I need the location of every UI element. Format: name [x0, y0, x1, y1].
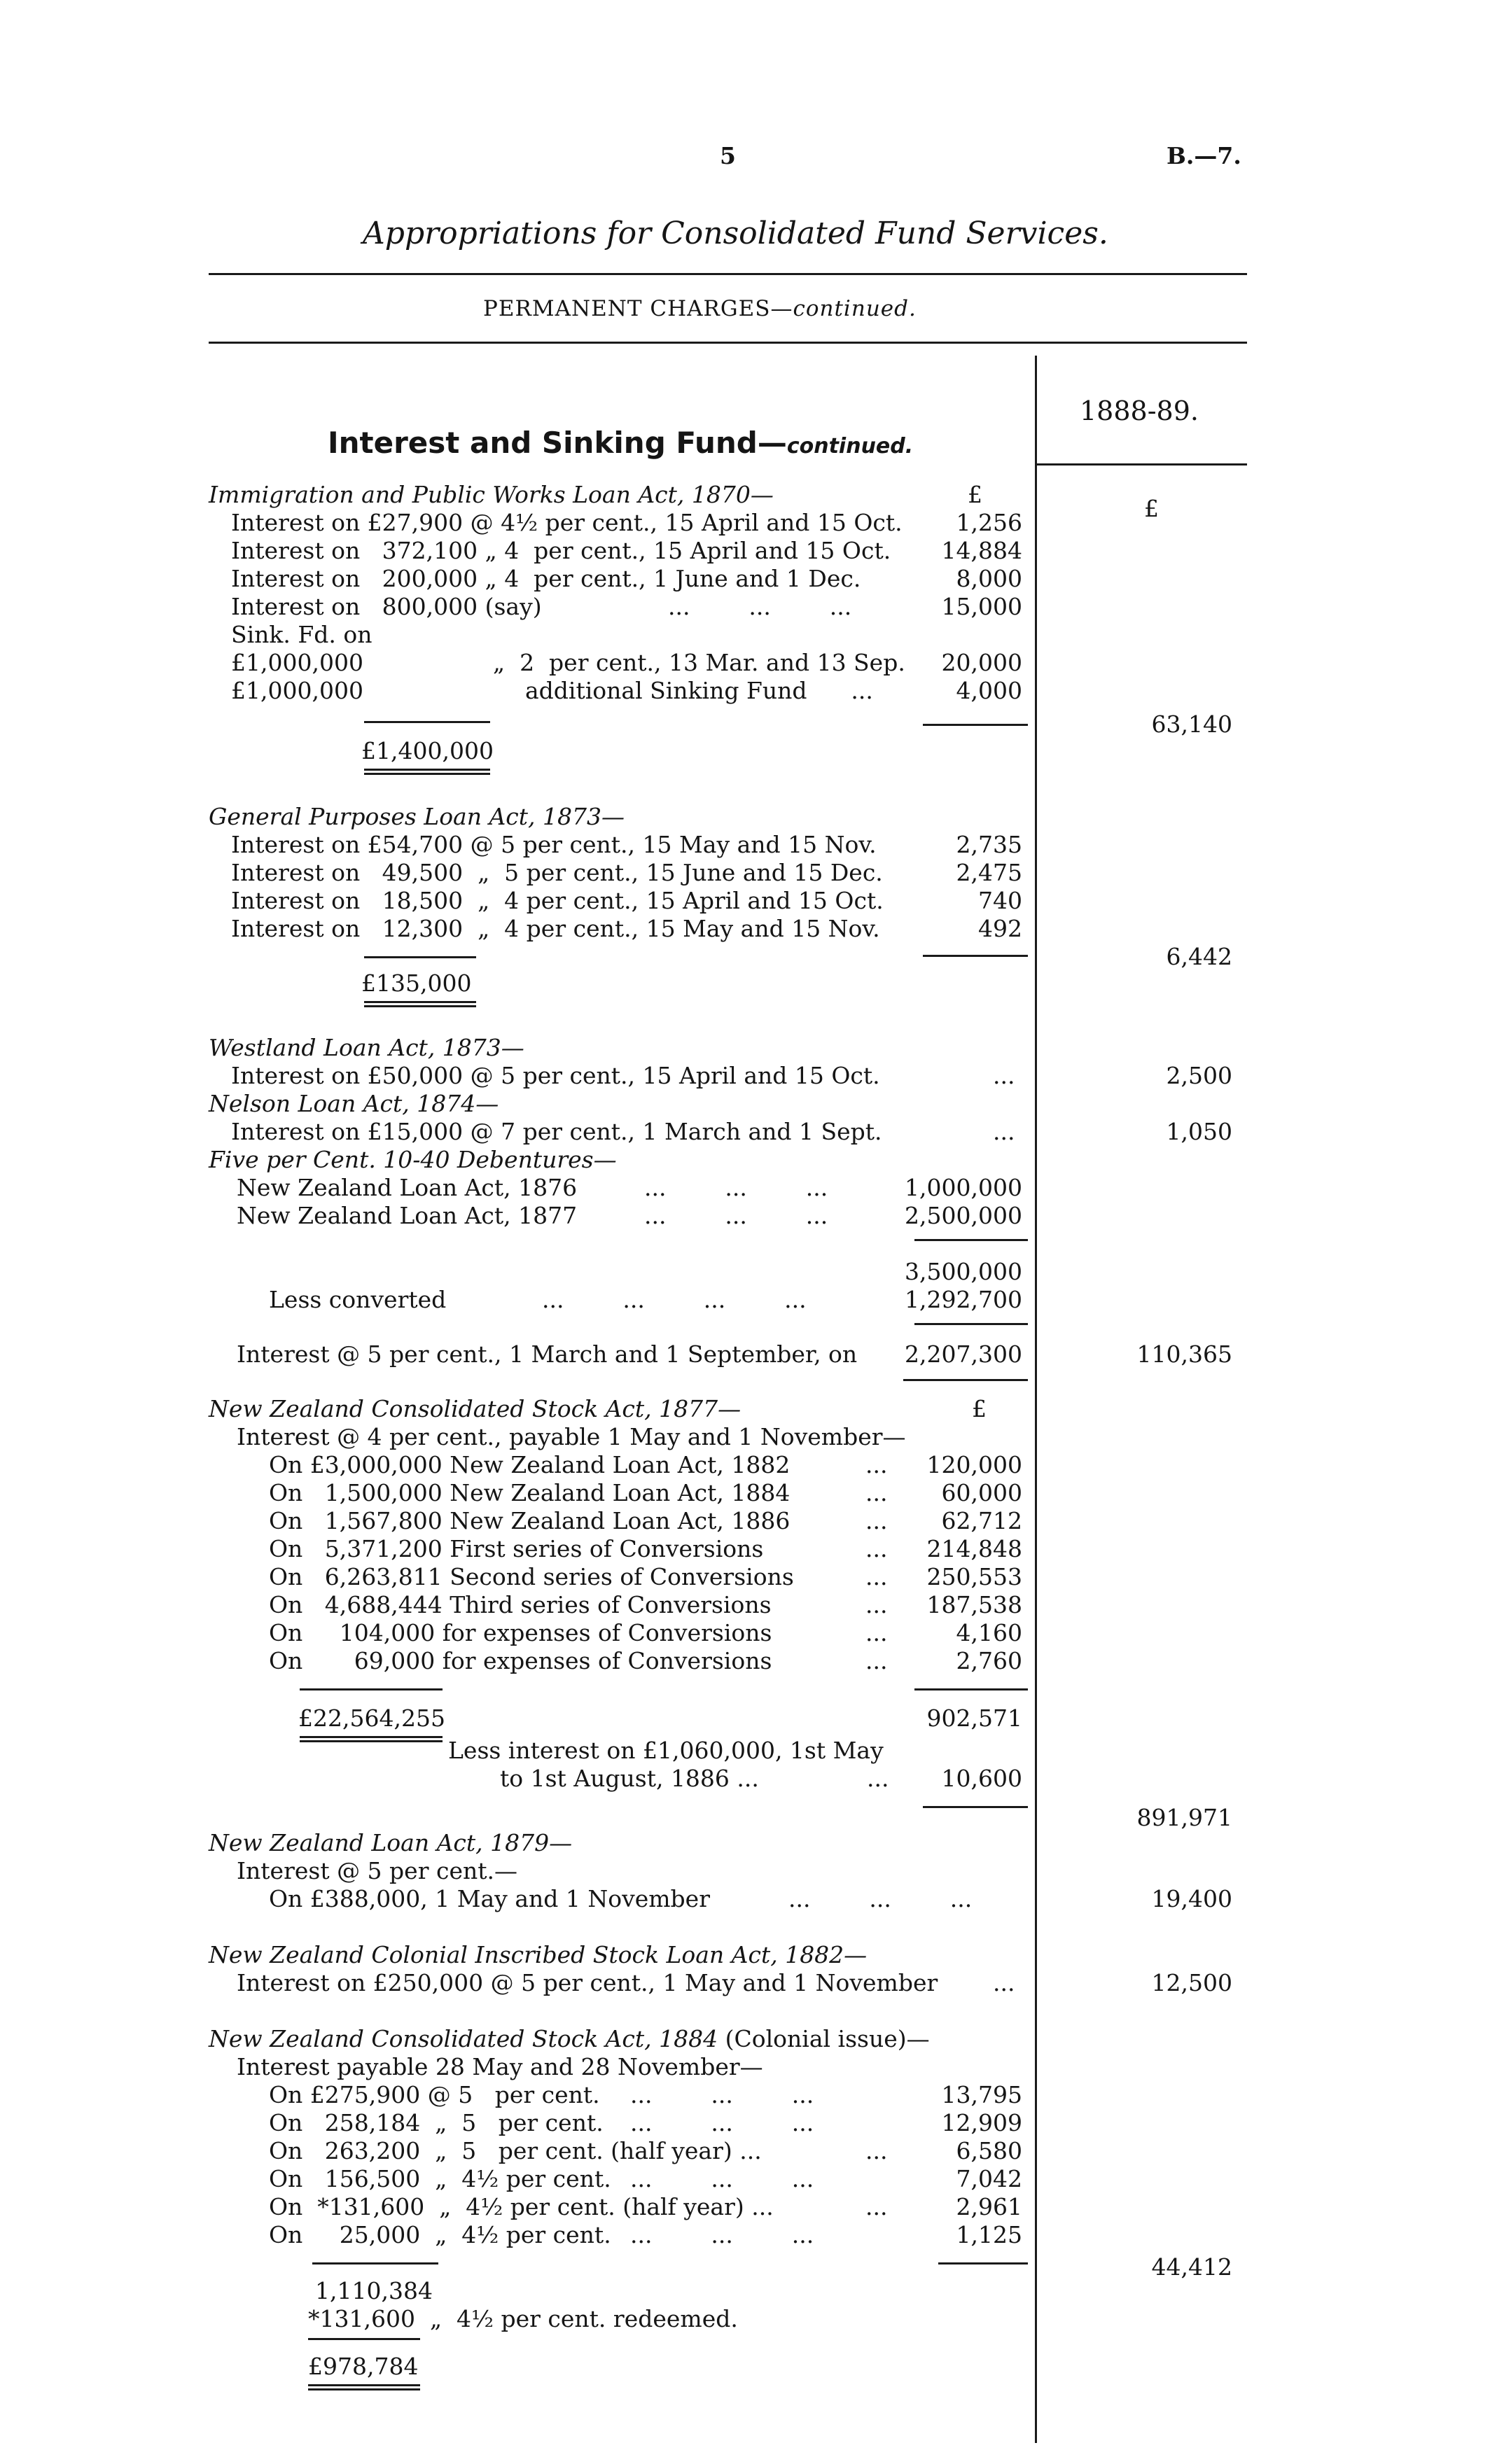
act-1884-row-text: On 263,200 „ 5 per cent. (half year) ...	[269, 2137, 762, 2164]
act-1873-line-1: Interest on £54,700 @ 5 per cent., 15 May and 15 Nov.	[231, 831, 877, 858]
act-1884-row-value: 7,042	[956, 2165, 1022, 2192]
act-1870-value-4: 15,000	[941, 593, 1022, 620]
act-1877-row-value: 120,000	[926, 1451, 1022, 1478]
debentures-less-dots: ... ... ... ...	[542, 1286, 807, 1313]
act-1870-line-4: Interest on 800,000 (say)	[231, 593, 542, 620]
debentures-heading: Five per Cent. 10-40 Debentures—	[209, 1146, 617, 1173]
act-1870-heading: Immigration and Public Works Loan Act, 1870—	[209, 481, 774, 508]
act-1870-line-3: Interest on 200,000 „ 4 per cent., 1 June and 1 Dec.	[231, 565, 861, 592]
act-1870-value-2: 14,884	[941, 537, 1022, 564]
debentures-less-value: 1,292,700	[905, 1286, 1022, 1313]
act-1870-value-7: 4,000	[956, 677, 1022, 704]
act-1884-gross-rule	[312, 2262, 438, 2264]
act-1873-line-3: Interest on 18,500 „ 4 per cent., 15 April and 15 Oct.	[231, 887, 884, 914]
act-1884-row-dots: ... ... ...	[630, 2109, 814, 2136]
debentures-interest-line: Interest @ 5 per cent., 1 March and 1 September, on	[237, 1340, 858, 1368]
act-1877-row-text: On 5,371,200 First series of Conversions	[269, 1535, 764, 1562]
document-reference: B.—7.	[1167, 142, 1241, 169]
act-1882-dots: ...	[993, 1969, 1015, 1996]
act-1873-principal-rule	[364, 956, 476, 958]
act-1877-row-value: 250,553	[926, 1563, 1022, 1590]
act-1870-line-6-detail: „ 2 per cent., 13 Mar. and 13 Sep.	[493, 649, 905, 676]
act-1873-value-4: 492	[978, 915, 1022, 942]
nelson-heading: Nelson Loan Act, 1874—	[209, 1090, 499, 1117]
debentures-line-1: New Zealand Loan Act, 1876	[237, 1174, 578, 1201]
act-1877-row-text: On 1,500,000 New Zealand Loan Act, 1884	[269, 1479, 791, 1506]
act-1877-row-dots: ...	[865, 1647, 888, 1674]
debentures-net: 2,207,300	[905, 1340, 1022, 1368]
act-1884-principal-double-underline	[308, 2388, 420, 2390]
act-1884-row-dots: ... ... ...	[630, 2165, 814, 2192]
act-1877-row-dots: ...	[865, 1563, 888, 1590]
act-1877-row-text: On 1,567,800 New Zealand Loan Act, 1886	[269, 1507, 791, 1534]
act-1870-currency: £	[968, 481, 982, 508]
act-1877-row-dots: ...	[865, 1479, 888, 1506]
act-1879-line: On £388,000, 1 May and 1 November	[269, 1885, 710, 1912]
title-rule	[209, 273, 1247, 275]
act-1877-less-value: 10,600	[941, 1765, 1022, 1792]
act-1877-subheading: Interest @ 4 per cent., payable 1 May and 1 November—	[237, 1423, 906, 1450]
act-1870-value-1: 1,256	[956, 509, 1022, 536]
act-1870-sum-rule	[923, 724, 1028, 726]
debentures-sum-rule	[914, 1239, 1028, 1241]
act-1884-row-value: 6,580	[956, 2137, 1022, 2164]
act-1870-principal-total: £1,400,000	[361, 737, 494, 764]
act-1884-row-dots: ...	[865, 2193, 888, 2220]
act-1877-row-dots: ...	[865, 1591, 888, 1618]
page-subtitle: PERMANENT CHARGES—continued.	[483, 296, 917, 321]
debentures-net-rule	[914, 1323, 1028, 1325]
act-1884-row-text: On *131,600 „ 4½ per cent. (half year) ...	[269, 2193, 774, 2220]
act-1884-net-rule	[308, 2338, 420, 2340]
year-column-heading: 1888-89.	[1080, 396, 1199, 426]
act-1877-row-value: 2,760	[956, 1647, 1022, 1674]
act-1873-principal-double-underline	[364, 1005, 476, 1007]
act-1877-row-text: On £3,000,000 New Zealand Loan Act, 1882	[269, 1451, 791, 1478]
act-1877-row-text: On 4,688,444 Third series of Conversions	[269, 1591, 772, 1618]
act-1877-row-value: 4,160	[956, 1619, 1022, 1646]
page-number: 5	[720, 142, 736, 169]
act-1870-value-6: 20,000	[941, 649, 1022, 676]
act-1877-row-value: 214,848	[926, 1535, 1022, 1562]
act-1877-principal-underline	[300, 1736, 443, 1738]
act-1877-less-line-2: to 1st August, 1886 ...	[500, 1765, 759, 1792]
act-1870-line-4-dots: ... ... ...	[668, 593, 852, 620]
westland-dots: ...	[993, 1062, 1015, 1089]
act-1884-row-dots: ... ... ...	[630, 2221, 814, 2248]
act-1873-heading: General Purposes Loan Act, 1873—	[209, 803, 625, 830]
act-1884-row-text: On £275,900 @ 5 per cent.	[269, 2081, 600, 2108]
act-1870-line-2: Interest on 372,100 „ 4 per cent., 15 April and 15 Oct.	[231, 537, 891, 564]
act-1870-line-5: Sink. Fd. on	[231, 621, 372, 648]
debentures-line-2-dots: ... ... ...	[644, 1202, 828, 1229]
act-1877-currency: £	[972, 1395, 987, 1422]
act-1877-total: 891,971	[1136, 1804, 1232, 1831]
section-title: Interest and Sinking Fund—continued.	[328, 426, 914, 460]
act-1884-row-value: 12,909	[941, 2109, 1022, 2136]
act-1873-principal-total: £135,000	[361, 969, 472, 997]
nelson-total: 1,050	[1166, 1118, 1232, 1145]
act-1870-line-6: £1,000,000	[231, 649, 363, 676]
act-1870-principal-rule	[364, 721, 490, 723]
act-1877-row-dots: ...	[865, 1507, 888, 1534]
westland-line: Interest on £50,000 @ 5 per cent., 15 April and 15 Oct.	[231, 1062, 880, 1089]
westland-total: 2,500	[1166, 1062, 1232, 1089]
act-1884-row-text: On 258,184 „ 5 per cent.	[269, 2109, 604, 2136]
act-1877-less-dots: ...	[867, 1765, 889, 1792]
subtitle-rule	[209, 342, 1247, 344]
act-1873-value-2: 2,475	[956, 859, 1022, 886]
act-1877-less-line-1: Less interest on £1,060,000, 1st May	[448, 1737, 884, 1764]
act-1877-principal-total: £22,564,255	[298, 1704, 445, 1732]
act-1870-principal-double-underline	[364, 773, 490, 775]
act-1877-principal-double-underline	[300, 1740, 443, 1742]
act-1884-row-value: 1,125	[956, 2221, 1022, 2248]
act-1877-row-dots: ...	[865, 1535, 888, 1562]
act-1884-principal-total: £978,784	[308, 2353, 419, 2380]
nelson-line: Interest on £15,000 @ 7 per cent., 1 March and 1 Sept.	[231, 1118, 882, 1145]
act-1877-row-text: On 104,000 for expenses of Conversions	[269, 1619, 772, 1646]
act-1877-subtotal: 902,571	[926, 1704, 1022, 1732]
act-1873-line-4: Interest on 12,300 „ 4 per cent., 15 May and 15 Nov.	[231, 915, 880, 942]
act-1873-value-3: 740	[978, 887, 1022, 914]
act-1877-row-value: 60,000	[941, 1479, 1022, 1506]
act-1870-total: 63,140	[1151, 710, 1232, 738]
act-1884-sum-rule	[938, 2262, 1028, 2264]
act-1884-gross: 1,110,384	[315, 2277, 433, 2304]
act-1877-row-value: 62,712	[941, 1507, 1022, 1534]
debentures-sum: 3,500,000	[905, 1258, 1022, 1285]
act-1877-row-text: On 6,263,811 Second series of Conversions	[269, 1563, 794, 1590]
act-1884-row-text: On 156,500 „ 4½ per cent.	[269, 2165, 611, 2192]
act-1879-dots: ... ... ...	[788, 1885, 973, 1912]
debentures-value-2: 2,500,000	[905, 1202, 1022, 1229]
act-1884-heading: New Zealand Consolidated Stock Act, 1884 (Colonial issue)—	[209, 2025, 930, 2052]
act-1884-row-value: 2,961	[956, 2193, 1022, 2220]
act-1879-heading: New Zealand Loan Act, 1879—	[209, 1829, 573, 1856]
debentures-line-1-dots: ... ... ...	[644, 1174, 828, 1201]
nelson-dots: ...	[993, 1118, 1015, 1145]
act-1877-row-text: On 69,000 for expenses of Conversions	[269, 1647, 772, 1674]
act-1884-row-value: 13,795	[941, 2081, 1022, 2108]
act-1873-principal-underline	[364, 1001, 476, 1003]
act-1882-line: Interest on £250,000 @ 5 per cent., 1 May and 1 November	[237, 1969, 938, 1996]
act-1884-row-dots: ...	[865, 2137, 888, 2164]
act-1870-line-1: Interest on £27,900 @ 4½ per cent., 15 April and 15 Oct.	[231, 509, 903, 536]
act-1884-row-text: On 25,000 „ 4½ per cent.	[269, 2221, 611, 2248]
act-1884-redeemed: *131,600 „ 4½ per cent. redeemed.	[308, 2305, 738, 2332]
act-1877-sum-rule	[914, 1688, 1028, 1690]
act-1879-subheading: Interest @ 5 per cent.—	[237, 1857, 517, 1884]
debentures-net-underline	[903, 1379, 1028, 1381]
act-1884-principal-underline	[308, 2384, 420, 2386]
act-1873-total: 6,442	[1166, 943, 1232, 970]
column-divider	[1035, 356, 1037, 2443]
act-1870-line-7-detail: additional Sinking Fund ...	[525, 677, 873, 704]
act-1877-row-dots: ...	[865, 1451, 888, 1478]
act-1877-heading: New Zealand Consolidated Stock Act, 1877—	[209, 1395, 741, 1422]
debentures-total: 110,365	[1136, 1340, 1232, 1368]
year-heading-rule	[1035, 463, 1247, 465]
act-1877-principal-rule	[300, 1688, 443, 1690]
act-1873-value-1: 2,735	[956, 831, 1022, 858]
westland-heading: Westland Loan Act, 1873—	[209, 1034, 524, 1061]
act-1873-line-2: Interest on 49,500 „ 5 per cent., 15 June and 15 Dec.	[231, 859, 883, 886]
act-1884-total: 44,412	[1151, 2253, 1232, 2281]
act-1877-net-rule	[923, 1806, 1028, 1808]
act-1877-row-dots: ...	[865, 1619, 888, 1646]
act-1884-row-dots: ... ... ...	[630, 2081, 814, 2108]
act-1879-total: 19,400	[1151, 1885, 1232, 1912]
debentures-less-label: Less converted	[269, 1286, 447, 1313]
page-title: Appropriations for Consolidated Fund Services.	[363, 216, 1108, 251]
act-1873-sum-rule	[923, 955, 1028, 957]
act-1884-subheading: Interest payable 28 May and 28 November—	[237, 2053, 763, 2080]
act-1882-heading: New Zealand Colonial Inscribed Stock Loan Act, 1882—	[209, 1941, 868, 1968]
act-1882-total: 12,500	[1151, 1969, 1232, 1996]
year-column-currency: £	[1144, 495, 1159, 522]
act-1870-principal-underline	[364, 769, 490, 771]
act-1877-row-value: 187,538	[926, 1591, 1022, 1618]
debentures-value-1: 1,000,000	[905, 1174, 1022, 1201]
act-1870-line-7: £1,000,000	[231, 677, 363, 704]
act-1870-value-3: 8,000	[956, 565, 1022, 592]
debentures-line-2: New Zealand Loan Act, 1877	[237, 1202, 578, 1229]
